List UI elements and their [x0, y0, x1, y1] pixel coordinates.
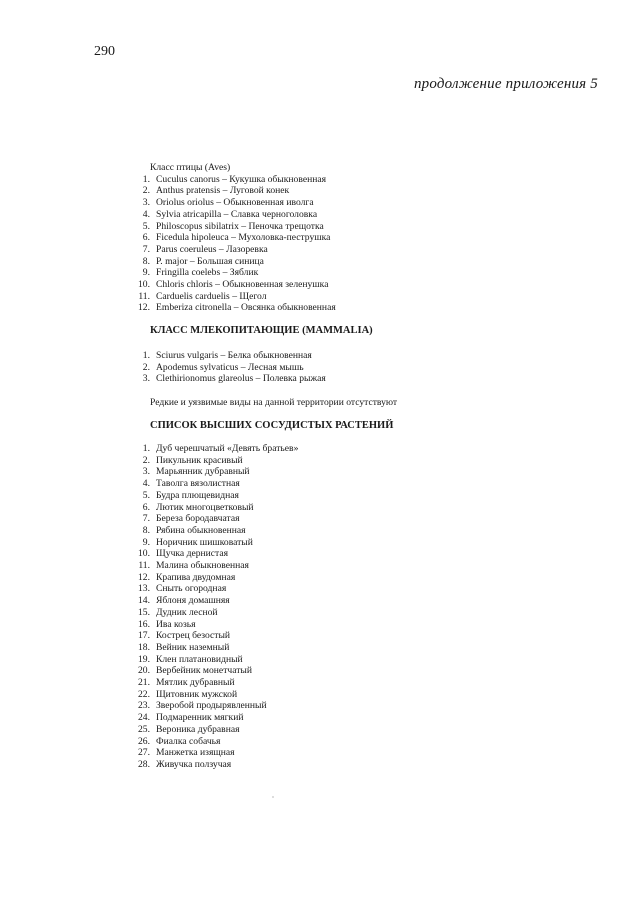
page-number: 290 [94, 44, 115, 59]
item-text: Carduelis carduelis – Щегол [156, 290, 267, 302]
list-item [124, 572, 584, 584]
list-item [124, 221, 584, 233]
item-number: 3. [142, 197, 150, 209]
item-text: Philoscopus sibilatrix – Пеночка трещотка [156, 220, 324, 232]
item-number: 2. [142, 185, 150, 197]
item-number: 9. [142, 267, 150, 279]
item-text: Clethirionomus glareolus – Полевка рыжая [156, 373, 326, 385]
list-item [124, 197, 584, 209]
item-number: 23. [138, 700, 150, 712]
mammalia-section [124, 325, 584, 337]
list-item [124, 209, 584, 221]
item-text: Береза бородавчатая [156, 513, 240, 525]
item-text: Манжетка изящная [156, 747, 235, 759]
item-text: Рябина обыкновенная [156, 524, 246, 536]
plants-list-block [124, 443, 584, 771]
item-number: 3. [142, 373, 150, 385]
list-item [124, 267, 584, 279]
item-text: Emberiza citronella – Овсянка обыкновенная [156, 302, 336, 314]
list-item [124, 291, 584, 303]
item-text: Яблоня домашняя [156, 595, 230, 607]
list-item [124, 677, 584, 689]
list-item [124, 525, 584, 537]
list-item [124, 350, 584, 362]
list-item [124, 490, 584, 502]
item-text: Будра плющевидная [156, 489, 239, 501]
list-item [124, 665, 584, 677]
item-text: Parus coeruleus – Лазоревка [156, 243, 268, 255]
list-item [124, 560, 584, 572]
item-text: Марьянник дубравный [156, 466, 250, 478]
item-number: 18. [138, 641, 150, 653]
item-text: Зверобой продырявленный [156, 700, 267, 712]
list-item [124, 712, 584, 724]
item-text: Cuculus canorus – Кукушка обыкновенная [156, 173, 327, 185]
item-number: 26. [138, 735, 150, 747]
running-head: продолжение приложения 5 [413, 76, 598, 92]
item-number: 24. [138, 712, 150, 724]
item-number: 9. [142, 536, 150, 548]
list-item [124, 736, 584, 748]
item-number: 2. [142, 361, 150, 373]
list-item [124, 689, 584, 701]
item-number: 13. [138, 583, 150, 595]
item-number: 11. [138, 560, 150, 572]
item-text: Вейник наземный [156, 641, 230, 653]
item-text: Живучка ползучая [156, 758, 232, 770]
item-number: 21. [138, 677, 150, 689]
mammalia-list [124, 350, 584, 385]
item-number: 6. [142, 501, 150, 513]
item-text: Вероника дубравная [156, 723, 240, 735]
list-item [124, 232, 584, 244]
item-number: 1. [142, 443, 150, 454]
list-item [124, 478, 584, 490]
item-text: P. major – Большая синица [156, 255, 264, 267]
item-text: Anthus pratensis – Луговой конек [156, 185, 290, 197]
item-text: Щучка дернистая [156, 548, 229, 560]
item-number: 5. [142, 489, 150, 501]
list-item [124, 654, 584, 666]
item-number: 15. [138, 606, 150, 618]
item-number: 6. [142, 232, 150, 244]
list-item [124, 642, 584, 654]
mammalia-list-block [124, 350, 584, 385]
list-item [124, 455, 584, 467]
item-number: 17. [138, 630, 150, 642]
list-item [124, 630, 584, 642]
list-item [124, 443, 584, 455]
list-item [124, 466, 584, 478]
item-number: 4. [142, 208, 150, 220]
item-number: 25. [138, 723, 150, 735]
aves-list [124, 174, 584, 314]
list-item [124, 548, 584, 560]
list-item [124, 607, 584, 619]
item-text: Подмаренник мягкий [156, 712, 244, 724]
list-item [124, 256, 584, 268]
item-text: Ива козья [156, 618, 196, 630]
item-text: Норичник шишковатый [156, 536, 253, 548]
item-text: Клен платановидный [156, 653, 243, 665]
item-number: 10. [138, 548, 150, 560]
list-item [124, 174, 584, 186]
item-text: Мятлик дубравный [156, 677, 235, 689]
item-number: 8. [142, 255, 150, 267]
list-item [124, 373, 584, 385]
list-item [124, 185, 584, 197]
item-text: Дуб черешчатый «Девять братьев» [156, 443, 299, 454]
item-text: Пикульник красивый [156, 454, 243, 466]
item-text: Таволга вязолистная [156, 478, 240, 490]
item-number: 28. [138, 758, 150, 770]
item-text: Sylvia atricapilla – Славка черноголовка [156, 208, 318, 220]
list-item [124, 513, 584, 525]
list-item [124, 302, 584, 314]
item-number: 12. [138, 571, 150, 583]
item-number: 20. [138, 665, 150, 677]
item-text: Дудник лесной [156, 606, 218, 618]
item-number: 19. [138, 653, 150, 665]
list-item [124, 595, 584, 607]
list-item [124, 747, 584, 759]
rare-species-note: Редкие и уязвимые виды на данной территории отсутствуют [150, 397, 398, 408]
scan-speck [272, 796, 274, 798]
item-number: 8. [142, 524, 150, 536]
item-text: Chloris chloris – Обыкновенная зеленушка [156, 279, 329, 291]
item-text: Fringilla coelebs – Зяблик [156, 267, 259, 279]
plants-heading: СПИСОК ВЫСШИХ СОСУДИСТЫХ РАСТЕНИЙ [150, 420, 394, 431]
mammalia-heading: КЛАСС МЛЕКОПИТАЮЩИЕ (MAMMALIA) [150, 325, 373, 336]
item-number: 4. [142, 478, 150, 490]
plants-section [124, 420, 584, 432]
item-number: 22. [138, 688, 150, 700]
rare-species-note-block [124, 397, 584, 409]
item-text: Сныть огородная [156, 583, 227, 595]
item-number: 3. [142, 466, 150, 478]
list-item [124, 244, 584, 256]
list-item [124, 583, 584, 595]
list-item [124, 537, 584, 549]
item-text: Oriolus oriolus – Обыкновенная иволга [156, 197, 314, 209]
item-number: 11. [138, 290, 150, 302]
item-text: Малина обыкновенная [156, 560, 249, 572]
aves-section [124, 162, 584, 314]
item-number: 7. [142, 513, 150, 525]
item-text: Ficedula hipoleuca – Мухоловка-пеструшка [156, 232, 331, 244]
item-number: 7. [142, 243, 150, 255]
item-number: 1. [142, 350, 150, 361]
aves-title: Класс птицы (Aves) [150, 162, 231, 173]
item-text: Sciurus vulgaris – Белка обыкновенная [156, 350, 312, 361]
item-number: 12. [138, 302, 150, 314]
item-number: 1. [142, 173, 150, 185]
item-number: 5. [142, 220, 150, 232]
item-text: Кострец безостый [156, 630, 231, 642]
item-text: Крапива двудомная [156, 571, 236, 583]
list-item [124, 724, 584, 736]
item-text: Фиалка собачья [156, 735, 221, 747]
list-item [124, 759, 584, 771]
list-item [124, 279, 584, 291]
item-number: 2. [142, 454, 150, 466]
item-text: Вербейник монетчатый [156, 665, 252, 677]
list-item [124, 502, 584, 514]
item-number: 27. [138, 747, 150, 759]
item-number: 10. [138, 279, 150, 291]
item-number: 14. [138, 595, 150, 607]
item-text: Apodemus sylvaticus – Лесная мышь [156, 361, 304, 373]
list-item [124, 619, 584, 631]
item-text: Щитовник мужской [156, 688, 238, 700]
item-number: 16. [138, 618, 150, 630]
item-text: Лютик многоцветковый [156, 501, 254, 513]
list-item [124, 362, 584, 374]
list-item [124, 700, 584, 712]
plants-list [124, 443, 584, 771]
